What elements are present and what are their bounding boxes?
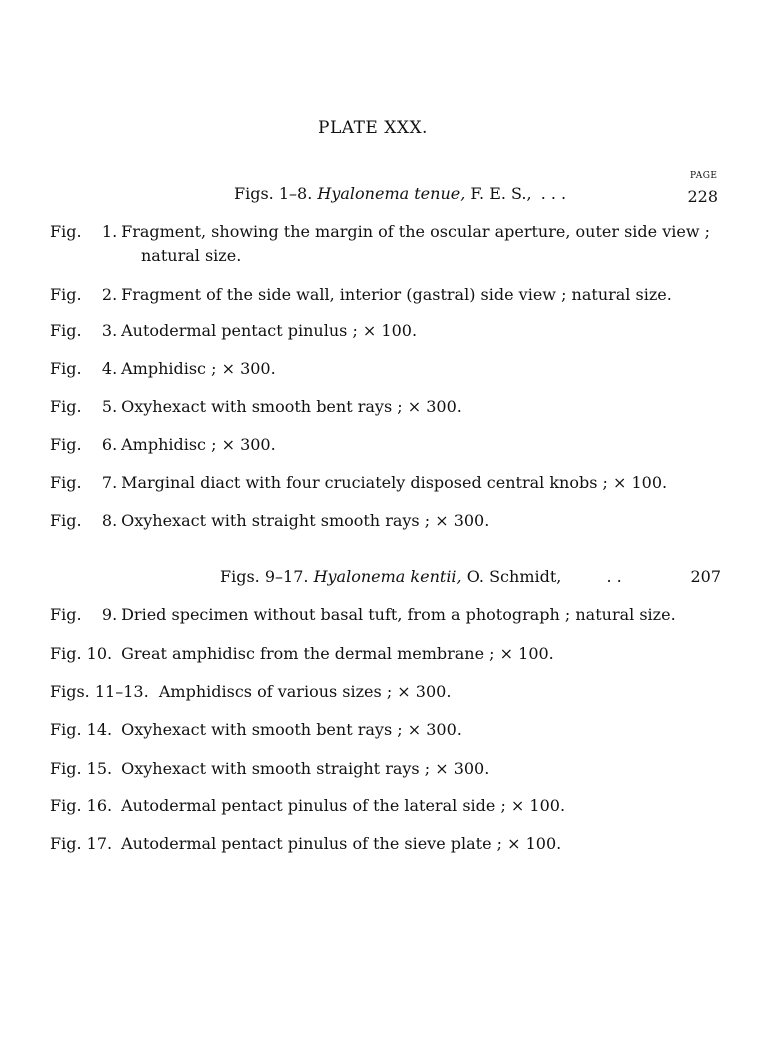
figure-entry <box>50 511 730 530</box>
figure-number: 4. <box>101 359 118 378</box>
figure-label: Fig. <box>50 321 82 340</box>
figure-label: Fig. <box>50 605 82 624</box>
figure-number: 6. <box>101 435 118 454</box>
figure-number: 10. <box>86 644 113 663</box>
figure-entry <box>50 644 730 663</box>
leader-dots: . . . <box>540 184 567 203</box>
figure-number: 1. <box>101 222 118 241</box>
figure-caption: Dried specimen without basal tuft, from a photograph ; natural size. <box>121 605 676 624</box>
figure-number: 3. <box>101 321 118 340</box>
figure-label: Fig. <box>50 720 82 739</box>
figure-entry <box>50 759 730 778</box>
figure-entry <box>50 834 730 853</box>
leader-dots: . . <box>606 567 622 586</box>
figure-number: 17. <box>86 834 113 853</box>
species-name: Hyalonema kentii, <box>313 567 462 586</box>
figure-entry <box>50 397 730 416</box>
figure-caption: Oxyhexact with smooth bent rays ; × 300. <box>121 397 462 416</box>
figure-label: Fig. <box>50 644 82 663</box>
figure-caption: Fragment of the side wall, interior (gastral) side view ; natural size. <box>121 285 672 304</box>
plate-title: PLATE XXX. <box>318 118 428 138</box>
section-heading <box>220 567 622 586</box>
figure-label: Fig. <box>50 435 82 454</box>
figure-label: Fig. <box>50 397 82 416</box>
figure-caption: Great amphidisc from the dermal membrane ; × 100. <box>121 644 554 663</box>
figure-label: Fig. <box>50 834 82 853</box>
figure-number: 14. <box>86 720 113 739</box>
page-number: 228 <box>687 187 718 206</box>
section-prefix: Figs. 1–8. <box>234 184 313 203</box>
figure-caption-continuation: natural size. <box>141 246 242 265</box>
figure-entry <box>50 796 730 815</box>
species-authority: F. E. S., <box>470 184 532 203</box>
figure-label: Fig. <box>50 222 82 241</box>
figure-label: Fig. <box>50 473 82 492</box>
section-prefix: Figs. 9–17. <box>220 567 309 586</box>
figure-caption: Marginal diact with four cruciately disposed central knobs ; × 100. <box>121 473 668 492</box>
figure-caption: Amphidisc ; × 300. <box>121 359 276 378</box>
page-column-label: PAGE <box>690 171 718 181</box>
figure-entry <box>50 359 730 378</box>
figure-number: 2. <box>101 285 118 304</box>
page-number: 207 <box>690 567 721 586</box>
section-heading <box>234 184 566 203</box>
figure-caption: Oxyhexact with smooth bent rays ; × 300. <box>121 720 462 739</box>
figure-caption: Oxyhexact with straight smooth rays ; × 300. <box>121 511 490 530</box>
figure-caption: Oxyhexact with smooth straight rays ; × 300. <box>121 759 490 778</box>
figure-label: Fig. <box>50 796 82 815</box>
figure-entry <box>50 222 730 241</box>
figure-number: 16. <box>86 796 113 815</box>
figure-number: 8. <box>101 511 118 530</box>
figure-number: 11–13. <box>94 682 149 701</box>
figure-caption: Amphidiscs of various sizes ; × 300. <box>158 682 452 701</box>
figure-label: Fig. <box>50 511 82 530</box>
figure-entry <box>50 605 730 624</box>
figure-caption: Fragment, showing the margin of the oscular aperture, outer side view ; <box>121 222 711 241</box>
figure-number: 5. <box>101 397 118 416</box>
figure-number: 15. <box>86 759 113 778</box>
figure-caption: Autodermal pentact pinulus of the lateral side ; × 100. <box>121 796 566 815</box>
figure-label: Fig. <box>50 285 82 304</box>
figure-caption: Autodermal pentact pinulus ; × 100. <box>121 321 418 340</box>
figure-entry <box>50 435 730 454</box>
figure-number: 7. <box>101 473 118 492</box>
figure-entry <box>50 321 730 340</box>
figure-caption: Autodermal pentact pinulus of the sieve plate ; × 100. <box>121 834 562 853</box>
figure-number: 9. <box>101 605 118 624</box>
figure-label: Fig. <box>50 359 82 378</box>
figure-entry <box>50 720 730 739</box>
species-name: Hyalonema tenue, <box>317 184 466 203</box>
figure-entry <box>50 682 730 701</box>
figure-entry <box>50 473 730 492</box>
species-authority: O. Schmidt, <box>466 567 562 586</box>
figure-label: Figs. <box>50 682 90 701</box>
figure-caption: Amphidisc ; × 300. <box>121 435 276 454</box>
figure-label: Fig. <box>50 759 82 778</box>
figure-entry <box>50 285 730 304</box>
